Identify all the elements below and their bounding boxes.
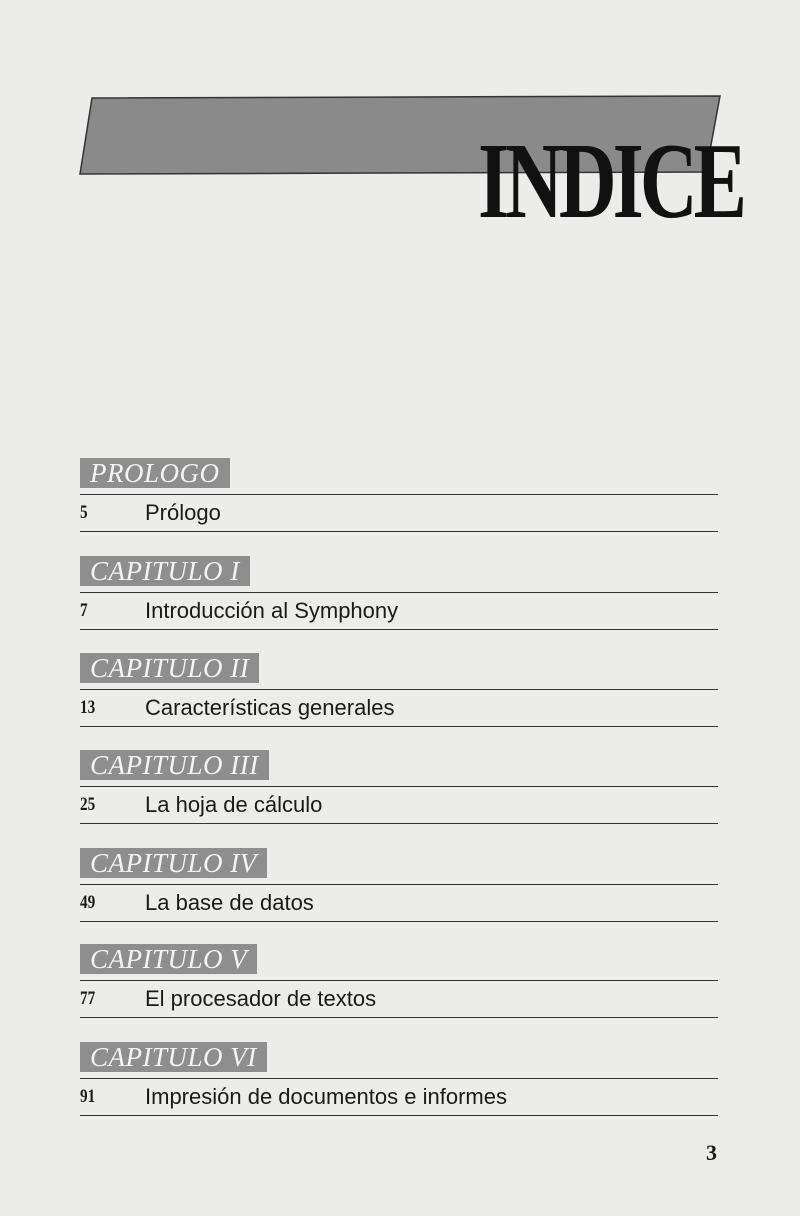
divider bbox=[80, 629, 718, 630]
page-number: 5 bbox=[80, 502, 88, 523]
chapter-label: CAPITULO V bbox=[80, 944, 257, 974]
toc-section-capitulo-4 bbox=[80, 848, 718, 922]
chapter-label: CAPITULO III bbox=[80, 750, 269, 780]
page-title: INDICE bbox=[478, 122, 743, 242]
divider bbox=[80, 1017, 718, 1018]
entry-title: Impresión de documentos e informes bbox=[145, 1084, 507, 1109]
entry-title: La hoja de cálculo bbox=[145, 792, 323, 817]
page-number: 7 bbox=[80, 600, 88, 621]
entry-title: Prólogo bbox=[145, 500, 221, 525]
page-number: 77 bbox=[80, 988, 96, 1009]
divider bbox=[80, 531, 718, 532]
entry-title: Características generales bbox=[145, 695, 395, 720]
chapter-label: CAPITULO I bbox=[80, 556, 250, 586]
toc-entry bbox=[80, 787, 718, 823]
chapter-label: CAPITULO II bbox=[80, 653, 259, 683]
chapter-label: PROLOGO bbox=[80, 458, 230, 488]
page-number: 13 bbox=[80, 697, 96, 718]
chapter-label: CAPITULO IV bbox=[80, 848, 267, 878]
page-number: 25 bbox=[80, 794, 96, 815]
page-folio: 3 bbox=[706, 1140, 717, 1165]
toc-section-prologo bbox=[80, 458, 718, 532]
entry-title: Introducción al Symphony bbox=[145, 598, 399, 623]
toc-entry bbox=[80, 495, 718, 531]
toc-entry bbox=[80, 885, 718, 921]
toc-section-capitulo-5 bbox=[80, 944, 718, 1018]
divider bbox=[80, 726, 718, 727]
divider bbox=[80, 921, 718, 922]
toc-section-capitulo-1 bbox=[80, 556, 718, 630]
toc-entry bbox=[80, 690, 718, 726]
page-number: 49 bbox=[80, 892, 96, 913]
toc-entry bbox=[80, 1079, 718, 1115]
entry-title: La base de datos bbox=[145, 890, 314, 915]
divider bbox=[80, 823, 718, 824]
toc-entry bbox=[80, 981, 718, 1017]
toc-entry bbox=[80, 593, 718, 629]
toc-section-capitulo-2 bbox=[80, 653, 718, 727]
toc-section-capitulo-6 bbox=[80, 1042, 718, 1116]
toc-section-capitulo-3 bbox=[80, 750, 718, 824]
entry-title: El procesador de textos bbox=[145, 986, 377, 1011]
chapter-label: CAPITULO VI bbox=[80, 1042, 267, 1072]
page-number: 91 bbox=[80, 1086, 96, 1107]
divider bbox=[80, 1115, 718, 1116]
